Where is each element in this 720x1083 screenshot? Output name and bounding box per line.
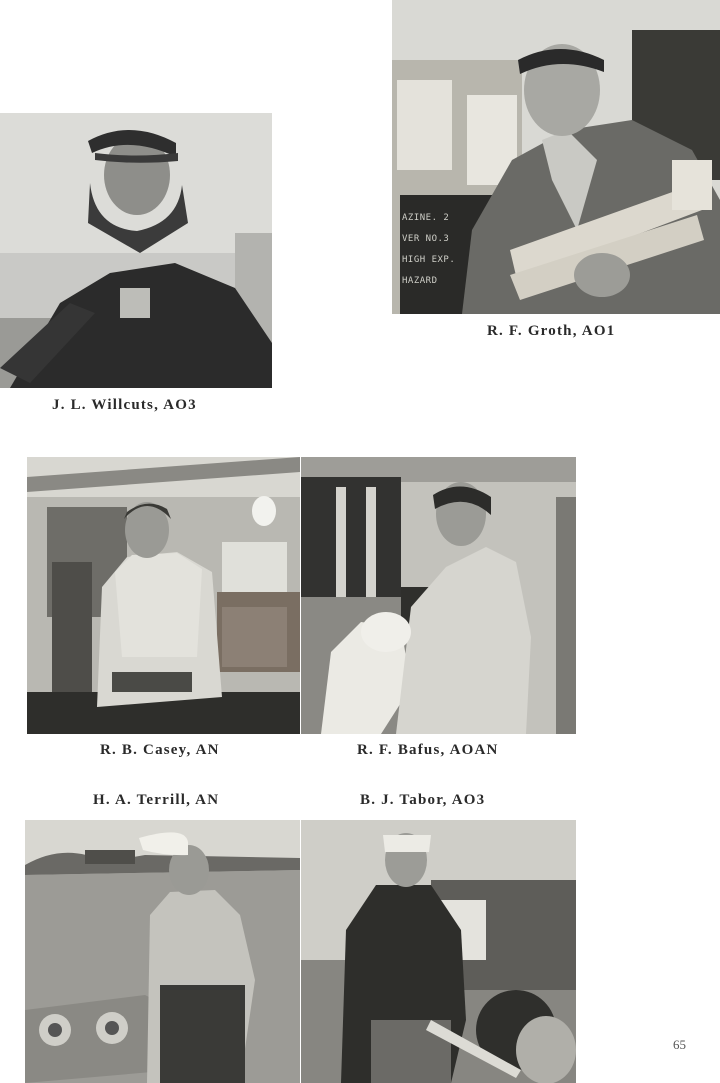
caption-terrill: H. A. Terrill, AN xyxy=(93,792,220,808)
caption-groth: R. F. Groth, AO1 xyxy=(487,323,616,339)
page-number: 65 xyxy=(673,1037,686,1052)
caption-bafus: R. F. Bafus, AOAN xyxy=(357,742,499,758)
magazine-sign xyxy=(402,208,482,292)
photo-casey xyxy=(27,457,300,734)
caption-tabor: B. J. Tabor, AO3 xyxy=(360,792,486,808)
photo-terrill xyxy=(25,820,300,1083)
photo-groth xyxy=(392,0,720,314)
sign-line: VER NO.3 xyxy=(402,234,450,244)
caption-casey: R. B. Casey, AN xyxy=(100,742,220,758)
sign-line: AZINE. 2 xyxy=(402,213,450,223)
sign-line: HIGH EXP. xyxy=(402,255,456,265)
photo-willcuts xyxy=(0,113,272,388)
sign-line: HAZARD xyxy=(402,276,438,286)
photo-tabor xyxy=(301,820,576,1083)
photo-bafus xyxy=(301,457,576,734)
caption-willcuts: J. L. Willcuts, AO3 xyxy=(52,397,197,413)
